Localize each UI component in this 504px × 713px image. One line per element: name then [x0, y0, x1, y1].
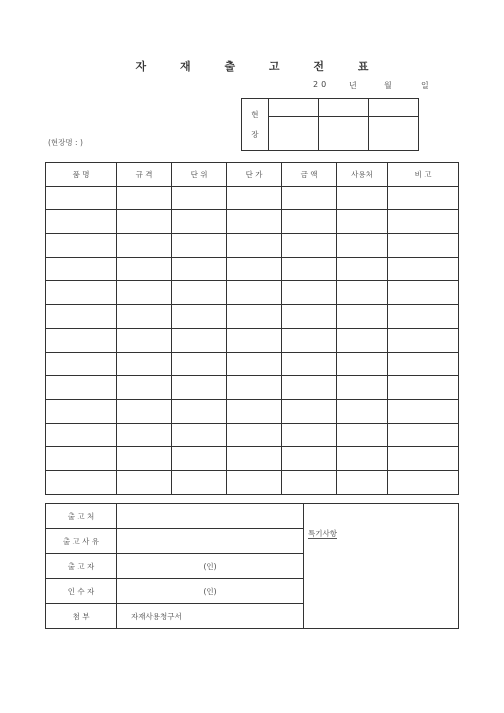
table-cell[interactable]	[282, 186, 337, 210]
col-header: 비 고	[388, 163, 459, 187]
date-year-label: 년	[349, 81, 357, 90]
table-cell[interactable]	[282, 352, 337, 376]
special-notes-label: 특기사항	[308, 529, 337, 538]
table-cell[interactable]	[172, 447, 227, 471]
col-header: 규 격	[117, 163, 172, 187]
detail-label: 출 고 자	[46, 554, 117, 579]
table-cell[interactable]	[388, 399, 459, 423]
table-cell[interactable]	[46, 376, 117, 400]
table-row	[46, 257, 459, 281]
table-cell[interactable]	[282, 423, 337, 447]
table-cell[interactable]	[117, 234, 172, 258]
approval-header: 현 장	[242, 99, 269, 151]
table-cell[interactable]	[172, 376, 227, 400]
table-cell[interactable]	[172, 281, 227, 305]
table-cell[interactable]	[337, 281, 388, 305]
table-cell[interactable]	[227, 447, 282, 471]
table-cell[interactable]	[227, 234, 282, 258]
col-header: 품 명	[46, 163, 117, 187]
table-cell[interactable]	[46, 399, 117, 423]
table-cell[interactable]	[337, 305, 388, 329]
table-cell[interactable]	[337, 186, 388, 210]
detail-value[interactable]: (인)	[117, 554, 304, 579]
table-cell[interactable]	[282, 305, 337, 329]
detail-value[interactable]	[117, 529, 304, 554]
table-cell[interactable]	[46, 186, 117, 210]
table-cell[interactable]	[117, 352, 172, 376]
table-cell[interactable]	[337, 234, 388, 258]
table-cell[interactable]	[282, 257, 337, 281]
table-cell[interactable]	[46, 328, 117, 352]
col-header: 금 액	[282, 163, 337, 187]
table-cell[interactable]	[337, 399, 388, 423]
table-row	[46, 328, 459, 352]
table-cell[interactable]	[388, 257, 459, 281]
table-cell[interactable]	[46, 470, 117, 494]
table-row	[46, 470, 459, 494]
table-cell[interactable]	[337, 257, 388, 281]
date-day-label: 일	[421, 81, 429, 90]
table-cell[interactable]	[388, 305, 459, 329]
table-cell[interactable]	[46, 423, 117, 447]
detail-label: 출 고 사 유	[46, 529, 117, 554]
table-row	[46, 447, 459, 471]
table-cell[interactable]	[172, 305, 227, 329]
table-cell[interactable]	[227, 186, 282, 210]
date-year-prefix: 20	[313, 80, 330, 89]
table-cell[interactable]	[282, 210, 337, 234]
special-notes-cell[interactable]	[304, 504, 459, 629]
table-cell[interactable]	[227, 399, 282, 423]
table-cell[interactable]	[46, 281, 117, 305]
table-cell[interactable]	[282, 281, 337, 305]
table-cell[interactable]	[388, 234, 459, 258]
table-cell[interactable]	[172, 210, 227, 234]
issue-details-table	[45, 503, 459, 629]
table-row	[46, 352, 459, 376]
table-cell[interactable]	[282, 447, 337, 471]
table-cell[interactable]	[227, 470, 282, 494]
detail-label: 인 수 자	[46, 579, 117, 604]
table-cell[interactable]	[227, 328, 282, 352]
col-header: 단 가	[227, 163, 282, 187]
table-cell[interactable]	[117, 470, 172, 494]
table-cell[interactable]	[282, 399, 337, 423]
approval-title-cell	[268, 99, 318, 117]
table-row	[46, 376, 459, 400]
table-cell[interactable]	[388, 328, 459, 352]
table-cell[interactable]	[117, 423, 172, 447]
table-row	[46, 186, 459, 210]
table-cell[interactable]	[117, 447, 172, 471]
table-cell[interactable]	[227, 376, 282, 400]
table-cell[interactable]	[117, 281, 172, 305]
detail-label: 출 고 처	[46, 504, 117, 529]
table-cell[interactable]	[172, 399, 227, 423]
table-row	[46, 399, 459, 423]
table-row	[46, 281, 459, 305]
col-header: 단 위	[172, 163, 227, 187]
table-row	[46, 210, 459, 234]
table-cell[interactable]	[117, 305, 172, 329]
approval-box	[241, 98, 419, 151]
table-cell[interactable]	[388, 470, 459, 494]
table-cell[interactable]	[282, 470, 337, 494]
table-cell[interactable]	[227, 305, 282, 329]
table-cell[interactable]	[388, 210, 459, 234]
approval-sign-cell[interactable]	[268, 117, 318, 151]
table-cell[interactable]	[282, 376, 337, 400]
table-cell[interactable]	[172, 234, 227, 258]
table-cell[interactable]	[117, 399, 172, 423]
table-cell[interactable]	[388, 352, 459, 376]
table-cell[interactable]	[172, 257, 227, 281]
table-cell[interactable]	[337, 470, 388, 494]
col-header: 사용처	[337, 163, 388, 187]
table-cell[interactable]	[227, 423, 282, 447]
approval-sign-cell[interactable]	[368, 117, 418, 151]
table-cell[interactable]	[282, 328, 337, 352]
table-cell[interactable]	[227, 257, 282, 281]
table-cell[interactable]	[388, 423, 459, 447]
table-cell[interactable]	[172, 352, 227, 376]
table-cell[interactable]	[172, 186, 227, 210]
table-cell[interactable]	[117, 210, 172, 234]
table-cell[interactable]	[388, 281, 459, 305]
page-title: 자 재 출 고 전 표	[135, 60, 384, 73]
table-cell[interactable]	[227, 281, 282, 305]
table-cell[interactable]	[46, 447, 117, 471]
table-cell[interactable]	[337, 423, 388, 447]
table-cell[interactable]	[46, 352, 117, 376]
table-cell[interactable]	[282, 234, 337, 258]
table-cell[interactable]	[227, 352, 282, 376]
table-row	[46, 423, 459, 447]
table-cell[interactable]	[46, 257, 117, 281]
table-cell[interactable]	[388, 376, 459, 400]
table-cell[interactable]	[117, 376, 172, 400]
approval-title-cell	[318, 99, 368, 117]
date-month-label: 월	[384, 81, 392, 90]
table-cell[interactable]	[46, 210, 117, 234]
table-cell[interactable]	[172, 423, 227, 447]
approval-title-cell	[368, 99, 418, 117]
table-cell[interactable]	[46, 234, 117, 258]
detail-label: 첨 부	[46, 604, 117, 629]
items-table	[45, 162, 459, 495]
detail-value[interactable]: 자재사용청구서	[117, 604, 304, 629]
table-row	[46, 234, 459, 258]
detail-value[interactable]	[117, 504, 304, 529]
table-cell[interactable]	[117, 186, 172, 210]
table-cell[interactable]	[337, 447, 388, 471]
table-cell[interactable]	[172, 470, 227, 494]
table-cell[interactable]	[388, 186, 459, 210]
items-header-row	[46, 163, 459, 187]
site-name-label: (현장명 : )	[48, 138, 83, 147]
approval-sign-cell[interactable]	[318, 117, 368, 151]
table-cell[interactable]	[337, 376, 388, 400]
table-cell[interactable]	[46, 305, 117, 329]
table-cell[interactable]	[337, 328, 388, 352]
table-cell[interactable]	[172, 328, 227, 352]
table-cell[interactable]	[227, 210, 282, 234]
table-cell[interactable]	[337, 210, 388, 234]
table-cell[interactable]	[117, 257, 172, 281]
table-cell[interactable]	[388, 447, 459, 471]
table-cell[interactable]	[117, 328, 172, 352]
table-cell[interactable]	[337, 352, 388, 376]
detail-value[interactable]: (인)	[117, 579, 304, 604]
table-row	[46, 305, 459, 329]
